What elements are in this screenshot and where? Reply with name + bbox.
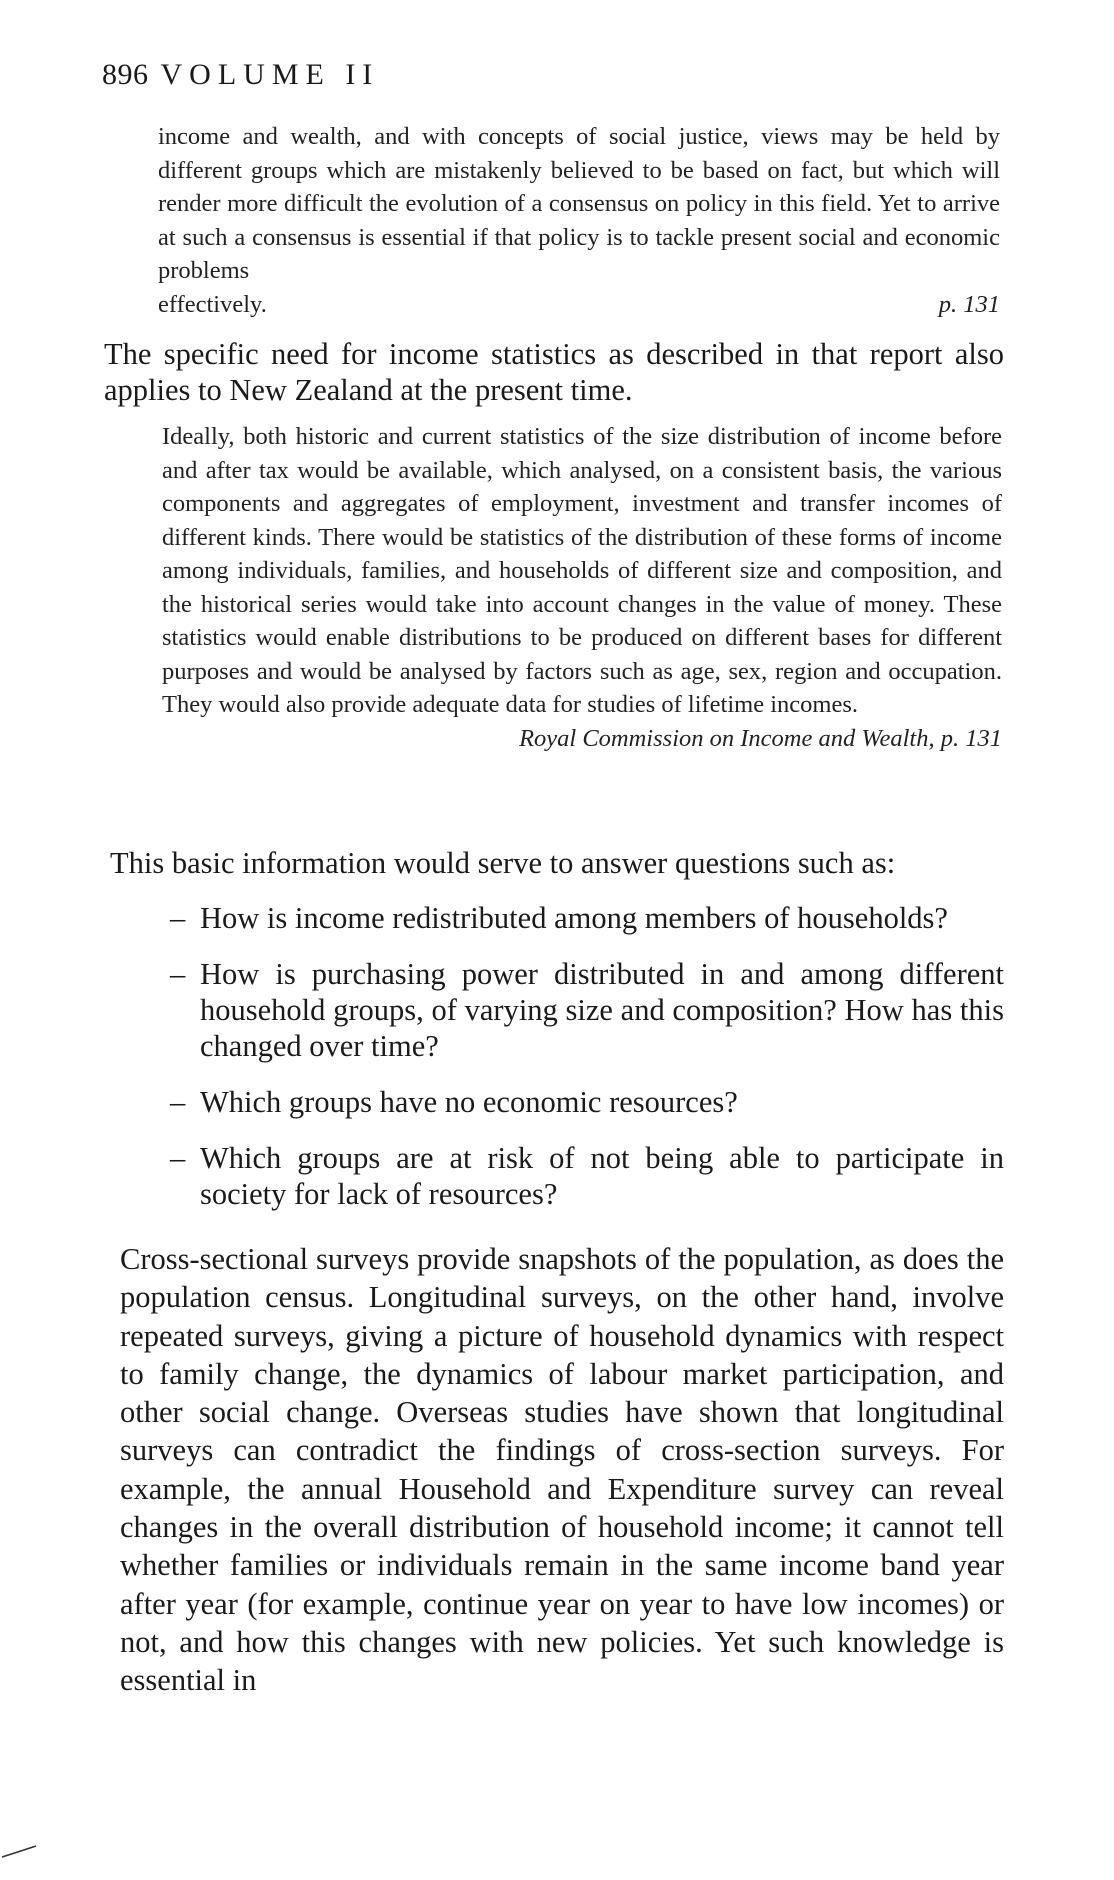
block-quote-1 <box>158 120 1000 321</box>
list-item-text: How is income redistributed among members of households? <box>200 901 948 935</box>
list-item-text: How is purchasing power distributed in and among different household groups, of varying size and composition? How has this changed over time? <box>200 957 1004 1063</box>
paragraph-3: Cross-sectional surveys provide snapshots of the population, as does the population census. Longitudinal surveys, on the other hand, involve repeated surveys, giving a picture of household dynamics with respect to family change, the dynamics of labour market participation, and other social change. Overseas studies have shown that longitudinal surveys can contradict the findings of cross-section surveys. For example, the annual Household and Expenditure survey can reveal changes in the overall distribution of household income; it cannot tell whether families or individuals remain in the same income band year after year (for example, continue year on year to have low incomes) or not, and how this changes with new policies. Yet such knowledge is essential in <box>120 1242 1004 1698</box>
list-item <box>170 900 1004 936</box>
question-list <box>170 900 1004 1232</box>
block-quote-1-citation: p. 131 <box>938 290 1000 318</box>
list-dash: – <box>170 957 186 991</box>
list-dash: – <box>170 901 186 935</box>
paragraph-1: The specific need for income statistics as described in that report also applies to New Zealand at the present time. <box>104 337 1004 407</box>
list-item <box>170 1084 1004 1120</box>
block-quote-1-text: income and wealth, and with concepts of social justice, views may be held by different groups which are mistakenly believed to be based on fact, but which will render more difficult the evolution of a consensus on policy in this field. Yet to arrive at such a consensus is essential if that policy is to tackle present social and economic problems <box>158 123 1000 284</box>
page-number: 896 <box>102 58 149 91</box>
block-quote-1-last-word: effectively. <box>158 290 267 318</box>
list-item-text: Which groups have no economic resources? <box>200 1085 738 1119</box>
running-head <box>102 58 379 92</box>
block-quote-1-last-line <box>158 288 1000 322</box>
list-item <box>170 956 1004 1064</box>
list-dash: – <box>170 1141 186 1175</box>
block-quote-2 <box>162 420 1002 755</box>
list-item-text: Which groups are at risk of not being able to participate in society for lack of resources? <box>200 1141 1004 1211</box>
pen-mark-icon <box>0 1840 40 1860</box>
list-item <box>170 1140 1004 1212</box>
list-dash: – <box>170 1085 186 1119</box>
block-quote-2-citation: Royal Commission on Income and Wealth, p. 131 <box>519 724 1002 752</box>
volume-label: VOLUME II <box>160 58 380 91</box>
paragraph-2: This basic information would serve to answer questions such as: <box>110 846 896 880</box>
block-quote-2-text: Ideally, both historic and current statistics of the size distribution of income before and after tax would be available, which analysed, on a consistent basis, the various components and aggregates of employment, investment and transfer incomes of different kinds. There would be statistics of the distribution of these forms of income among individuals, families, and households of different size and composition, and the historical series would take into account changes in the value of money. These statistics would enable distributions to be produced on different bases for different purposes and would be analysed by factors such as age, sex, region and occupation. They would also provide adequate data for studies of lifetime incomes. <box>162 423 1002 718</box>
